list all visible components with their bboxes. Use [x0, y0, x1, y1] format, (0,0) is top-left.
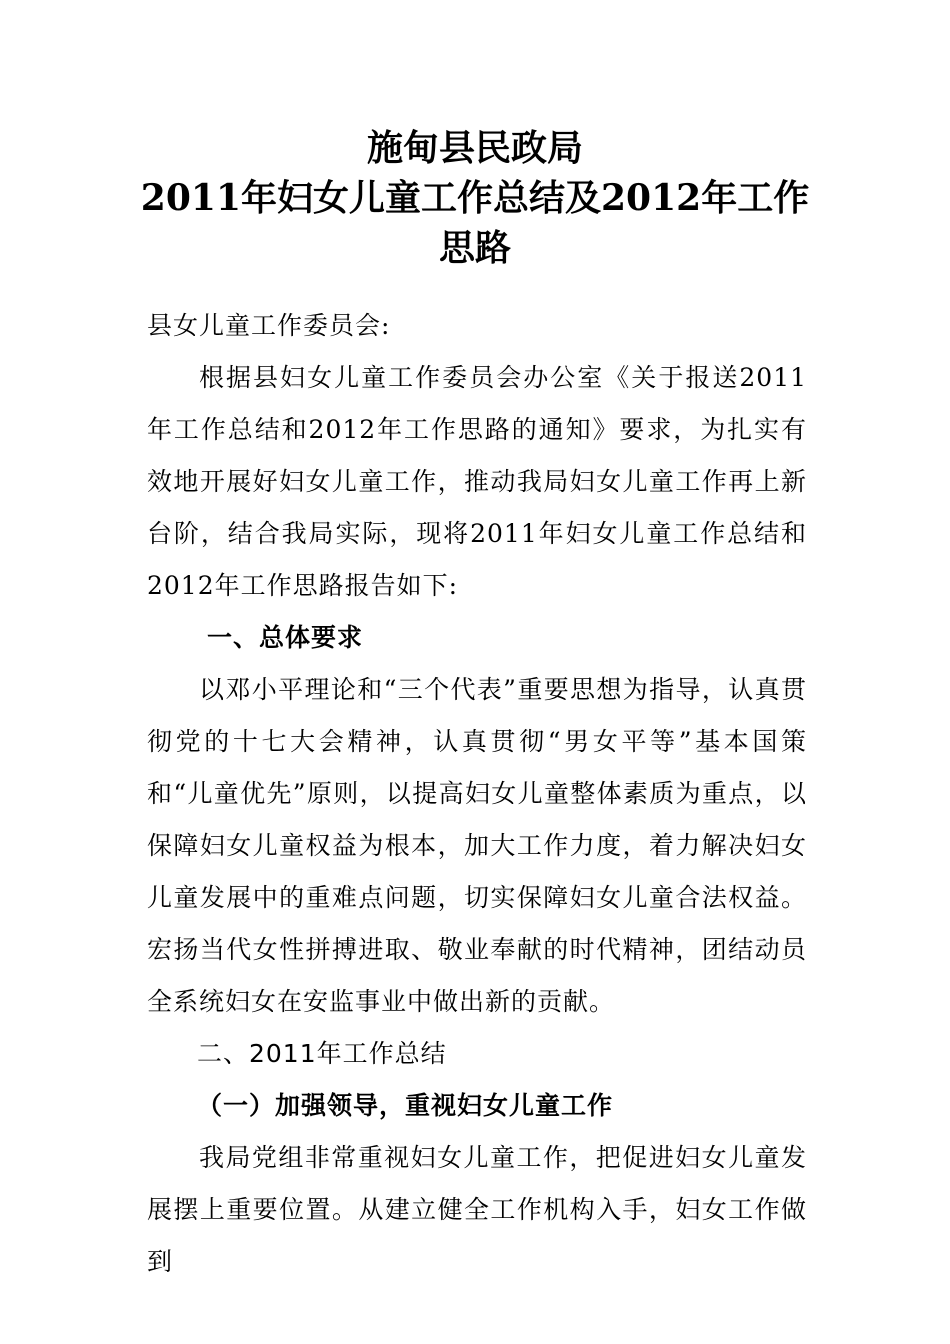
section-1-heading: 一、总体要求: [207, 623, 364, 652]
section-2-heading: 二、2011年工作总结: [197, 1039, 447, 1068]
title-line-2: 2011年妇女儿童工作总结及2012年工作: [140, 177, 810, 219]
document-title: [0, 123, 950, 273]
salutation: 县女儿童工作委员会:: [147, 311, 391, 340]
title-line-1: 施甸县民政局: [366, 127, 583, 169]
section-2-paragraph: 我局党组非常重视妇女儿童工作，把促进妇女儿童发展摆上重要位置。从建立健全工作机构入手，妇女工作做到: [147, 1143, 807, 1276]
title-line-3: 思路: [438, 227, 511, 269]
section-2-subheading: （一）加强领导，重视妇女儿童工作: [197, 1091, 614, 1120]
section-1-paragraph: 以邓小平理论和“三个代表”重要思想为指导，认真贯彻党的十七大会精神，认真贯彻“男女平等”基本国策和“儿童优先”原则，以提高妇女儿童整体素质为重点，以保障妇女儿童权益为根本，加大工作力度，着力解决妇女儿童发展中的重难点问题，切实保障妇女儿童合法权益。宏扬当代女性拼搏进取、敬业奉献的时代精神，团结动员全系统妇女在安监事业中做出新的贡献。: [147, 675, 807, 1016]
document-body: [147, 300, 807, 1288]
intro-paragraph: 根据县妇女儿童工作委员会办公室《关于报送2011年工作总结和2012年工作思路的通知》要求，为扎实有效地开展好妇女儿童工作，推动我局妇女儿童工作再上新台阶，结合我局实际，现将2011年妇女儿童工作总结和2012年工作思路报告如下:: [147, 363, 807, 600]
